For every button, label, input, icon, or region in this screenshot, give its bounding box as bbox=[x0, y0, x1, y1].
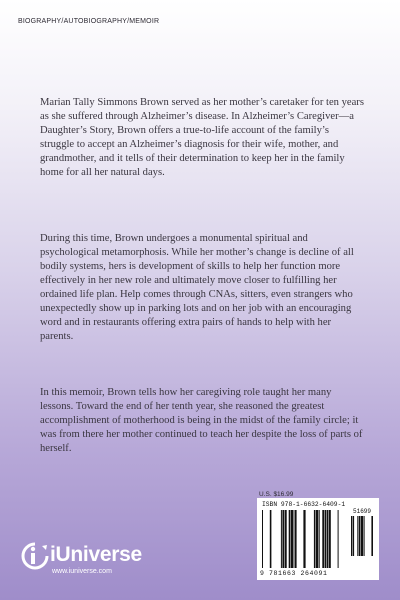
blurb-paragraph-1: Marian Tally Simmons Brown served as her mother’s caretaker for ten years as she suffered through Alzheimer’s disease. In Alzheimer’s Caregiver—a Daughter’s Story, Brown offers a true-to-life account of the family’s struggle to accept an Alzheimer’s diagnosis for their wife, mother, and grandmother, and it tells of their determination to keep her in the family home for all her natural days. bbox=[40, 97, 364, 178]
isbn-barcode-box bbox=[257, 498, 379, 580]
barcode-bar bbox=[361, 516, 363, 556]
barcode-bar bbox=[281, 510, 282, 568]
barcode-bar bbox=[319, 510, 320, 568]
barcode-bar bbox=[262, 510, 263, 568]
publisher-name: iUniverse bbox=[50, 543, 142, 566]
barcode-bar bbox=[325, 510, 326, 568]
ean-digits: 9 781663 264091 bbox=[260, 570, 328, 577]
barcode-bar bbox=[314, 510, 316, 568]
barcode-bar bbox=[285, 510, 287, 568]
publisher-url: www.iuniverse.com bbox=[52, 568, 112, 575]
blurb-paragraph-3: In this memoir, Brown tells how her caregiving role taught her many lessons. Toward the end of her tenth year, she reasoned the greatest accomplishment of motherhood is being in the midst of the family circle; it was from there her mother continued to teach her despite the loss of parts of herself. bbox=[40, 387, 363, 454]
barcode-bar bbox=[291, 510, 293, 568]
publisher-logo bbox=[20, 541, 170, 587]
blurb-paragraph-2: During this time, Brown undergoes a monumental spiritual and psychological metamorphosis. While her mother’s change is decline of all bodily systems, hers is development of skills to help her function more effectively in her new role and ultimately move closer to fulfilling her ordained life plan. Help comes through CNAs, sitters, even strangers who unexpectedly show up in parking lots and on her job with an encouraging word and in restaurants offering extra pairs of hands to help with her parents. bbox=[40, 233, 354, 342]
iuniverse-logo-icon bbox=[20, 541, 50, 573]
price-label: U.S. $16.99 bbox=[259, 491, 294, 498]
barcode-bar bbox=[294, 510, 295, 568]
barcode-bar bbox=[316, 510, 318, 568]
barcode-icon bbox=[262, 510, 348, 570]
isbn-label: ISBN 978-1-6632-6409-1 bbox=[262, 501, 346, 508]
barcode-bar bbox=[364, 516, 365, 556]
barcode-bar bbox=[289, 510, 291, 568]
price-code-digits: 51699 bbox=[353, 508, 372, 515]
barcode-bar bbox=[338, 510, 339, 568]
barcode-bar bbox=[357, 516, 358, 556]
barcode-bar bbox=[270, 510, 272, 568]
barcode-bar bbox=[351, 516, 352, 556]
barcode-bar bbox=[353, 516, 355, 556]
barcode-bar bbox=[359, 516, 361, 556]
barcode-extension-icon bbox=[351, 516, 375, 570]
barcode-bar bbox=[322, 510, 324, 568]
barcode-bar bbox=[329, 510, 331, 568]
barcode-bar bbox=[282, 510, 284, 568]
barcode-bar bbox=[303, 510, 305, 568]
category-label: BIOGRAPHY/AUTOBIOGRAPHY/MEMOIR bbox=[18, 18, 160, 25]
barcode-bar bbox=[371, 516, 373, 556]
barcode-bar bbox=[295, 510, 297, 568]
barcode-bar bbox=[327, 510, 329, 568]
